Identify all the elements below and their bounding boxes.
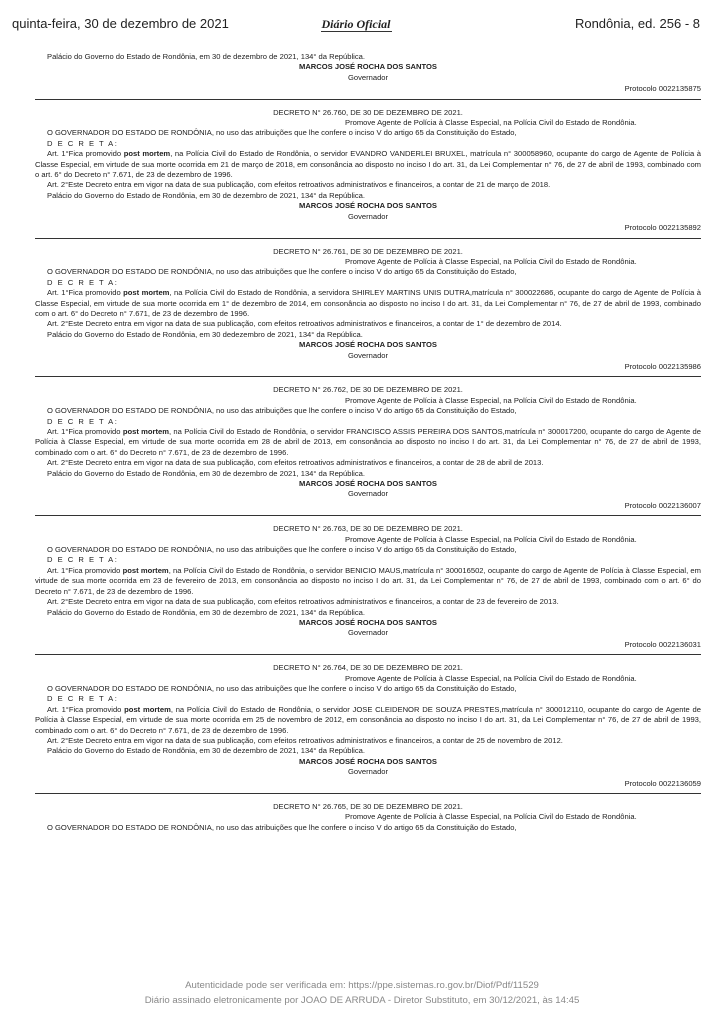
decree-preamble: O GOVERNADOR DO ESTADO DE RONDÔNIA, no uso das atribuições que lhe confere o inciso V do artigo 65 da Constituição do Estado, — [47, 406, 517, 416]
article-1 — [35, 149, 701, 180]
palace-line: Palácio do Governo do Estado de Rondônia, em 30 de dezembro de 2021, 134° da República. — [47, 468, 365, 478]
decreta-label: D E C R E T A: — [47, 416, 119, 426]
signer-role: Governador — [347, 628, 389, 638]
decreta-label: D E C R E T A: — [47, 694, 119, 704]
article-1-rest: , na Polícia Civil do Estado de Rondônia, o servidor FRANCISCO ASSIS PEREIRA DOS SANTOS,matrícula n° 300017200, ocupante do cargo de Agente de Polícia à Classe Especial, em virtude de sua morte ocorrida em 28 de abril de 2013, em consonância ao disposto no inciso I do art. 31, da Lei Complementar n° 76, de 27 de abril de 1993, combinado com o art. 6° do Decreto n° 7.671, de 23 de dezembro de 1996. — [35, 427, 701, 457]
page-header — [12, 16, 700, 38]
article-2: Art. 2°Este Decreto entra em vigor na data de sua publicação, com efeitos retroativos administrativos e financeiros, a contar de 25 de novembro de 2012. — [47, 735, 563, 745]
article-1-start: Art. 1°Fica promovido — [47, 565, 123, 575]
divider — [35, 793, 701, 794]
signer-role: Governador — [347, 350, 389, 360]
post-mortem-text: post mortem — [124, 704, 171, 714]
article-1 — [35, 427, 701, 458]
divider — [35, 376, 701, 377]
post-mortem-text: post mortem — [122, 427, 170, 436]
article-2: Art. 2°Este Decreto entra em vigor na data de sua publicação, com efeitos retroativos administrativos e financeiros, a contar de 21 de março de 2018. — [47, 180, 551, 190]
decree-title: DECRETO N° 26.761, DE 30 DE DEZEMBRO DE 2021. — [273, 246, 463, 256]
article-1-start: Art. 1°Fica promovido — [47, 149, 124, 159]
decree-subject: Promove Agente de Polícia à Classe Especial, na Polícia Civil do Estado de Rondônia. — [345, 812, 637, 822]
signer-name: MARCOS JOSÉ ROCHA DOS SANTOS — [299, 479, 437, 489]
divider — [35, 654, 701, 655]
decree-26762 — [35, 385, 701, 511]
palace-line: Palácio do Governo do Estado de Rondônia, em 30 de dezembro de 2021, 134° da República. — [47, 52, 365, 61]
article-1-rest: , na Polícia Civil do Estado de Rondônia, o servidor EVANDRO VANDERLEI BRUXEL, matrícula n° 300058960, ocupante do cargo de Agente de Polícia à Classe Especial, em virtude de sua morte ocorrida em 21 de março de 2018, em consonância ao disposto no inciso I do art. 31, da Lei Complementar n° 76, de 27 de abril de 1993, combinado com o art. 6° do Decreto n° 7.671, de 23 de dezembro de 1996. — [35, 149, 701, 180]
previous-decree-end — [35, 52, 701, 95]
decree-title: DECRETO N° 26.763, DE 30 DE DEZEMBRO DE 2021. — [273, 524, 463, 534]
signer-name: MARCOS JOSÉ ROCHA DOS SANTOS — [299, 340, 437, 350]
post-mortem-text: post mortem — [122, 565, 169, 575]
decree-subject: Promove Agente de Polícia à Classe Especial, na Polícia Civil do Estado de Rondônia. — [345, 118, 637, 128]
protocol-number: Protocolo 0022136007 — [624, 500, 701, 510]
post-mortem-text: post mortem — [123, 149, 171, 159]
article-1 — [35, 705, 701, 736]
header-title-text: Diário Oficial — [321, 17, 391, 31]
decree-title: DECRETO N° 26.760, DE 30 DE DEZEMBRO DE 2021. — [273, 107, 463, 117]
page-footer — [0, 978, 724, 1008]
protocol-number: Protocolo 0022135986 — [624, 361, 701, 371]
decree-26764 — [35, 663, 701, 789]
signer-name: MARCOS JOSÉ ROCHA DOS SANTOS — [299, 201, 437, 211]
header-date: quinta-feira, 30 de dezembro de 2021 — [12, 16, 229, 31]
protocol-number: Protocolo 0022136031 — [624, 639, 701, 649]
article-1 — [35, 288, 701, 319]
decree-preamble: O GOVERNADOR DO ESTADO DE RONDÔNIA, no uso das atribuições que lhe confere o inciso V do artigo 65 da Constituição do Estado, — [47, 267, 517, 277]
palace-line: Palácio do Governo do Estado de Rondônia, em 30 de dezembro de 2021, 134° da República. — [47, 607, 365, 617]
article-1-rest: , na Polícia Civil do Estado de Rondônia, o servidor JOSE CLEIDENOR DE SOUZA PRESTES,matrícula n° 300012110, ocupante do cargo de Agente de Polícia à Classe Especial, em virtude de sua morte ocorrida em 25 de novembro de 2012, em consonância ao disposto no inciso I do art. 31, da Lei Complementar n° 76, de 27 de abril de 1993, combinado com o art. 6° do Decreto n° 7.671, de 23 de dezembro de 1996. — [35, 704, 701, 735]
article-2: Art. 2°Este Decreto entra em vigor na data de sua publicação, com efeitos retroativos administrativos e financeiros, a contar de 23 de fevereiro de 2013. — [47, 597, 559, 607]
palace-line: Palácio do Governo do Estado de Rondônia, em 30 de dezembro de 2021, 134° da República. — [47, 746, 365, 756]
decree-26765 — [35, 802, 701, 833]
decree-preamble: O GOVERNADOR DO ESTADO DE RONDÔNIA, no uso das atribuições que lhe confere o inciso V do artigo 65 da Constituição do Estado, — [47, 822, 517, 832]
post-mortem-text: post mortem — [123, 288, 170, 298]
signature-note: Diário assinado eletronicamente por JOAO DE ARRUDA - Diretor Substituto, em 30/12/2021, às 14:45 — [144, 995, 580, 1006]
article-1-start: Art. 1°Fica promovido — [47, 288, 124, 298]
header-edition: Rondônia, ed. 256 - 8 — [574, 16, 700, 31]
decree-subject: Promove Agente de Polícia à Classe Especial, na Polícia Civil do Estado de Rondônia. — [345, 534, 637, 544]
palace-line: Palácio do Governo do Estado de Rondônia, em 30 de dezembro de 2021, 134° da República. — [47, 190, 365, 200]
decree-preamble: O GOVERNADOR DO ESTADO DE RONDÔNIA, no uso das atribuições que lhe confere o inciso V do artigo 65 da Constituição do Estado, — [47, 545, 517, 555]
decree-26761 — [35, 247, 701, 373]
article-1-start: Art. 1°Fica promovido — [47, 704, 125, 714]
signer-name: MARCOS JOSÉ ROCHA DOS SANTOS — [299, 62, 437, 72]
decreta-label: D E C R E T A: — [47, 138, 119, 148]
signer-role: Governador — [347, 211, 389, 221]
decree-preamble: O GOVERNADOR DO ESTADO DE RONDÔNIA, no uso das atribuições que lhe confere o inciso V do artigo 65 da Constituição do Estado, — [47, 683, 517, 693]
authenticity-link[interactable]: Autenticidade pode ser verificada em: https://ppe.sistemas.ro.gov.br/Diof/Pdf/11529 — [185, 980, 539, 991]
article-1 — [35, 566, 701, 597]
decree-26763 — [35, 524, 701, 650]
protocol-number: Protocolo 0022136059 — [624, 778, 701, 788]
signer-name: MARCOS JOSÉ ROCHA DOS SANTOS — [299, 756, 437, 766]
decree-subject: Promove Agente de Polícia à Classe Especial, na Polícia Civil do Estado de Rondônia. — [345, 673, 637, 683]
decree-subject: Promove Agente de Polícia à Classe Especial, na Polícia Civil do Estado de Rondônia. — [345, 256, 637, 266]
palace-line: Palácio do Governo do Estado de Rondônia, em 30 dedezembro de 2021, 134° da República. — [47, 329, 363, 339]
article-1-start: Art. 1°Fica promovido — [47, 427, 123, 436]
decree-preamble: O GOVERNADOR DO ESTADO DE RONDÔNIA, no uso das atribuições que lhe confere o inciso V do artigo 65 da Constituição do Estado, — [47, 128, 517, 138]
document-body — [35, 52, 701, 833]
article-1-rest: , na Polícia Civil do Estado de Rondônia, o servidor BENICIO MAUS,matrícula n° 300016502, ocupante do cargo de Agente de Polícia à Classe Especial, em virtude de sua morte ocorrida em 23 de fevereiro de 2013, em consonância ao disposto no inciso I do art. 31, da Lei Complementar n° 76, de 27 de abril de 1993, combinado com o art. 6° do Decreto n° 7.671, de 23 de dezembro de 1996. — [35, 565, 701, 596]
decreta-label: D E C R E T A: — [47, 555, 119, 565]
protocol-number: Protocolo 0022135892 — [624, 223, 701, 233]
divider — [35, 99, 701, 100]
article-2: Art. 2°Este Decreto entra em vigor na data de sua publicação, com efeitos retroativos administrativos e financeiros, a contar de 28 de abril de 2013. — [47, 458, 544, 468]
signer-role: Governador — [347, 489, 389, 499]
article-1-rest: , na Polícia Civil do Estado de Rondônia, a servidora SHIRLEY MARTINS UNIS DUTRA,matrícula n° 300022686, ocupante do cargo de Agente de Polícia à Classe Especial, em virtude de sua morte ocorrida em 1° de dezembro de 2014, em consonância ao disposto no inciso I do art. 31, da Lei Complementar n° 76, de 27 de abril de 1993, combinado com o art. 6° do Decreto n° 7.671, de 23 de dezembro de 1996. — [35, 288, 701, 318]
signer-name: MARCOS JOSÉ ROCHA DOS SANTOS — [299, 617, 437, 627]
signer-role: Governador — [347, 72, 389, 82]
divider — [35, 515, 701, 516]
protocol-number: Protocolo 0022135875 — [624, 84, 701, 94]
decreta-label: D E C R E T A: — [47, 277, 119, 287]
decree-title: DECRETO N° 26.765, DE 30 DE DEZEMBRO DE 2021. — [273, 802, 463, 811]
signer-role: Governador — [347, 767, 389, 777]
decree-subject: Promove Agente de Polícia à Classe Especial, na Polícia Civil do Estado de Rondônia. — [345, 395, 637, 405]
decree-title: DECRETO N° 26.764, DE 30 DE DEZEMBRO DE 2021. — [273, 663, 463, 673]
decree-title: DECRETO N° 26.762, DE 30 DE DEZEMBRO DE 2021. — [273, 385, 463, 395]
decree-26760 — [35, 108, 701, 234]
divider — [35, 238, 701, 239]
article-2: Art. 2°Este Decreto entra em vigor na data de sua publicação, com efeitos retroativos administrativos e financeiros, a contar de 1° de dezembro de 2014. — [47, 319, 562, 329]
